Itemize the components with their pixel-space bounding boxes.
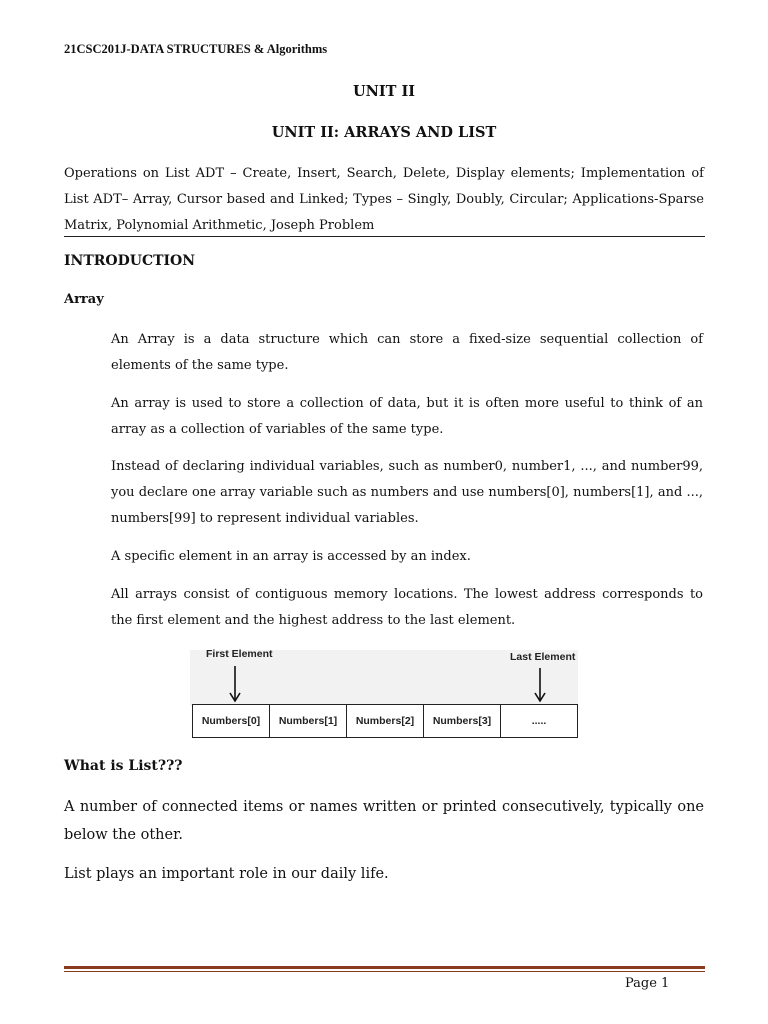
first-element-arrow-icon (228, 664, 242, 704)
first-element-label: First Element (206, 648, 273, 660)
array-cell: Numbers[1] (270, 705, 347, 737)
array-paragraph-4: A specific element in an array is accessed by an index. (111, 549, 471, 564)
last-element-arrow-icon (533, 666, 547, 704)
unit-subtitle: UNIT II: ARRAYS AND LIST (271, 124, 497, 141)
array-paragraph-3: Instead of declaring individual variables, such as number0, number1, ..., and number99, you declare one array variable such as numbers and use numbers[0], numbers[1], and ..., numbers[99] to represent individual variables. (111, 459, 703, 526)
array-cell: Numbers[2] (347, 705, 424, 737)
array-diagram (190, 646, 578, 740)
last-element-label: Last Element (510, 651, 576, 663)
list-paragraph-1: A number of connected items or names written or printed consecutively, typically one below the other. (64, 799, 704, 843)
array-cell: ..... (531, 715, 547, 727)
unit-title: UNIT II (352, 83, 416, 100)
section-divider (64, 236, 705, 237)
array-cell: Numbers[3] (424, 705, 501, 737)
footer-rule-thin (64, 971, 705, 972)
array-paragraph-1: An Array is a data structure which can store a fixed-size sequential collection of elements of the same type. (111, 332, 703, 373)
course-header: 21CSC201J-DATA STRUCTURES & Algorithms (64, 42, 328, 56)
list-heading: What is List??? (64, 758, 183, 774)
array-paragraph-2: An array is used to store a collection of data, but it is often more useful to think of an array as a collection of variables of the same type. (111, 396, 703, 437)
footer-rule-thick (64, 966, 705, 969)
page-number: Page 1 (625, 976, 670, 991)
array-paragraph-5: All arrays consist of contiguous memory locations. The lowest address corresponds to the first element and the highest address to the last element. (111, 587, 703, 628)
array-cell: Numbers[0] (193, 705, 270, 737)
list-paragraph-2: List plays an important role in our daily life. (64, 866, 389, 882)
syllabus-text: Operations on List ADT – Create, Insert, Search, Delete, Display elements; Implementation of List ADT– Array, Cursor based and Linked; Types – Singly, Doubly, Circular; Applications-Sparse Matrix, Polynomial Arithmetic, Joseph Problem (64, 166, 704, 233)
introduction-heading: INTRODUCTION (64, 253, 196, 269)
array-cells (192, 704, 578, 738)
array-heading: Array (64, 292, 104, 307)
